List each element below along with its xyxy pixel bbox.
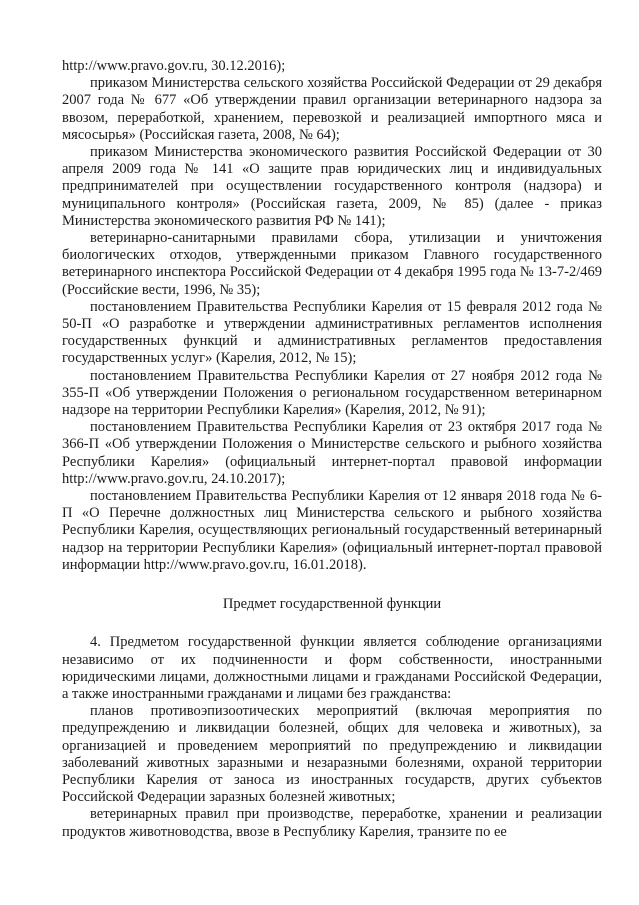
list-item: постановлением Правительства Республики Карелия от 23 октября 2017 года № 366-П «Об утверждении Положения о Министерстве сельского и рыбного хозяйства Республики Карелия» (официальный интернет-портал правовой информации http://www.pravo.gov.ru, 24.10.2017);: [62, 419, 602, 487]
list-item: приказом Министерства экономического развития Российской Федерации от 30 апреля 2009 года № 141 «О защите прав юридических лиц и индивидуальных предпринимателей при осуществлении государственного контроля (надзора) и муниципального контроля» (Российская газета, 2009, № 85) (далее - приказ Министерства экономического развития РФ № 141);: [62, 144, 602, 229]
continuation-line: http://www.pravo.gov.ru, 30.12.2016);: [62, 58, 286, 74]
list-item: постановлением Правительства Республики Карелия от 27 ноября 2012 года № 355-П «Об утверждении Положения о региональном государственном ветеринарном надзоре на территории Республики Карелия» (Карелия, 2012, № 91);: [62, 367, 602, 419]
list-item: постановлением Правительства Республики Карелия от 12 января 2018 года № 6-П «О Перечне должностных лиц Министерства сельского и рыбного хозяйства Республики Карелия, осуществляющих региональный государственный ветеринарный надзор на территории Республики Карелия» (официальный интернет-портал правовой информации http://www.pravo.gov.ru, 16.01.2018).: [62, 488, 602, 573]
list-item: ветеринарно-санитарными правилами сбора, утилизации и уничтожения биологических отходов, утвержденными приказом Главного государственного ветеринарного инспектора Российской Федерации от 4 декабря 1995 года № 13-7-2/469 (Российские вести, 1996, № 35);: [62, 230, 602, 298]
section-paragraph: планов противоэпизоотических мероприятий (включая мероприятия по предупреждению и ликвидации болезней, общих для человека и животных), за организацией и проведением мероприятий по предупреждению и ликвидации заболеваний животных заразными и незаразными болезнями, охраной территории Республики Карелия от заноса из иностранных государств, других субъектов Российской Федерации заразных болезней животных;: [62, 703, 602, 806]
section-heading: Предмет государственной функции: [222, 596, 442, 613]
list-item: постановлением Правительства Республики Карелия от 15 февраля 2012 года № 50-П «О разработке и утверждении административных регламентов исполнения государственных функций и административных регламентов предоставления государственных услуг» (Карелия, 2012, № 15);: [62, 298, 602, 367]
section-paragraph: ветеринарных правил при производстве, переработке, хранении и реализации продуктов животноводства, ввозе в Республику Карелия, транзите по ее: [62, 806, 602, 840]
document-page: [62, 58, 602, 841]
section-paragraph: 4. Предметом государственной функции является соблюдение организациями независимо от их подчиненности и форм собственности, иностранными юридическими лицами, должностными лицами и гражданами Российской Федерации, а также иностранными гражданами и лицами без гражданства:: [62, 634, 602, 702]
list-item: приказом Министерства сельского хозяйства Российской Федерации от 29 декабря 2007 года № 677 «Об утверждении правил организации ветеринарного надзора за ввозом, переработкой, хранением, перевозкой и реализацией импортного мяса и мясосырья» (Российская газета, 2008, № 64);: [62, 75, 602, 143]
